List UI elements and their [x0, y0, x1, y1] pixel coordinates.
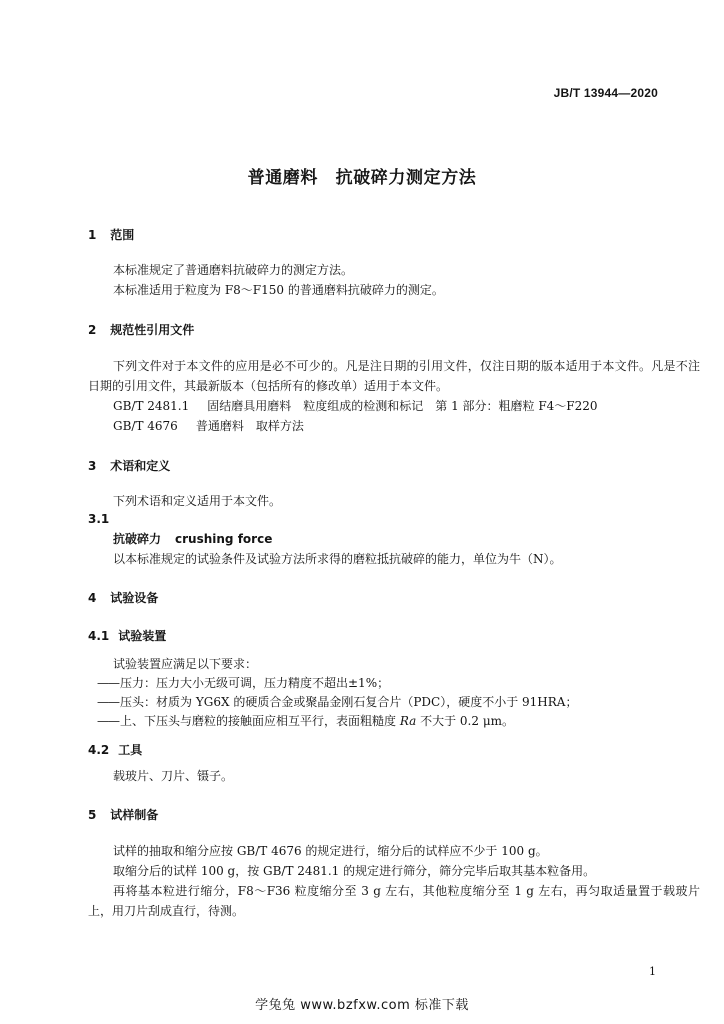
term-definition: 以本标准规定的试验条件及试验方法所求得的磨粒抵抗破碎的能力，单位为牛（N）。	[113, 552, 562, 566]
term-english: crushing force	[175, 532, 273, 546]
section-number: 3	[88, 459, 97, 473]
paragraph: 下列术语和定义适用于本文件。	[113, 494, 282, 508]
section-number: 4.1	[88, 629, 110, 643]
dash-marker: ——	[97, 714, 119, 728]
paragraph: 试验装置应满足以下要求：	[113, 657, 258, 671]
dash-marker: ——	[97, 695, 119, 709]
term-number: 3.1	[88, 512, 110, 526]
section-title: 试样制备	[110, 808, 159, 822]
normative-reference	[113, 396, 598, 416]
page-number: 1	[649, 965, 656, 978]
section-number: 5	[88, 808, 97, 822]
watermark-footer: 学兔兔 www.bzfxw.com 标准下载	[255, 998, 469, 1013]
section-title: 试验装置	[118, 629, 167, 643]
list-item-text: 压头：材质为 YG6X 的硬质合金或聚晶金刚石复合片（PDC），硬度不小于 91HRA；	[120, 695, 578, 709]
list-item-text: 压力：压力大小无级可调，压力精度不超出±1%；	[120, 676, 390, 690]
document-title: 普通磨料 抗破碎力测定方法	[247, 168, 477, 188]
section-2-heading	[88, 321, 194, 338]
paragraph: 取缩分后的试样 100 g，按 GB/T 2481.1 的规定进行筛分，筛分完毕后取其基本粒备用。	[113, 864, 596, 878]
roughness-symbol: Ra	[399, 714, 417, 728]
paragraph: 本标准适用于粒度为 F8～F150 的普通磨料抗破碎力的测定。	[113, 283, 444, 297]
section-title: 范围	[110, 228, 135, 242]
paragraph: 本标准规定了普通磨料抗破碎力的测定方法。	[113, 263, 354, 277]
paragraph: 试样的抽取和缩分应按 GB/T 4676 的规定进行，缩分后的试样应不少于 100 g。	[113, 844, 548, 858]
section-title: 规范性引用文件	[110, 323, 195, 337]
subsection-4-2-heading	[88, 741, 142, 758]
list-item	[97, 673, 389, 693]
dash-marker: ——	[97, 676, 119, 690]
section-title: 试验设备	[110, 591, 159, 605]
section-5-heading	[88, 806, 158, 823]
section-number: 4	[88, 591, 97, 605]
paragraph: 载玻片、刀片、镊子。	[113, 769, 234, 783]
list-item	[97, 711, 514, 731]
list-item-text: 不大于 0.2 μm。	[416, 714, 515, 728]
subsection-4-1-heading	[88, 627, 166, 644]
reference-code: GB/T 2481.1	[113, 399, 190, 413]
list-item	[97, 692, 577, 712]
reference-title: 普通磨料 取样方法	[195, 419, 304, 433]
paragraph: 再将基本粒进行缩分，F8～F36 粒度缩分至 3 g 左右，其他粒度缩分至 1 g 左右，再匀取适量置于载玻片上，用刀片刮成直行，待测。	[88, 884, 700, 918]
section-number: 4.2	[88, 743, 110, 757]
reference-title: 固结磨具用磨料 粒度组成的检测和标记 第 1 部分：粗磨粒 F4～F220	[207, 399, 598, 413]
list-item-text: 上、下压头与磨粒的接触面应相互平行，表面粗糙度	[120, 714, 400, 728]
paragraph: 下列文件对于本文件的应用是必不可少的。凡是注日期的引用文件，仅注日期的版本适用于本文件。凡是不注日期的引用文件，其最新版本（包括所有的修改单）适用于本文件。	[88, 359, 700, 393]
section-1-heading	[88, 226, 134, 243]
section-3-heading	[88, 457, 170, 474]
standard-number: JB/T 13944—2020	[553, 86, 658, 100]
section-title: 工具	[118, 743, 143, 757]
section-number: 2	[88, 323, 97, 337]
section-title: 术语和定义	[110, 459, 171, 473]
section-number: 1	[88, 228, 97, 242]
reference-code: GB/T 4676	[113, 419, 178, 433]
section-4-heading	[88, 589, 158, 606]
term-entry	[113, 529, 272, 549]
normative-reference	[113, 416, 304, 436]
term-chinese: 抗破碎力	[113, 532, 162, 546]
